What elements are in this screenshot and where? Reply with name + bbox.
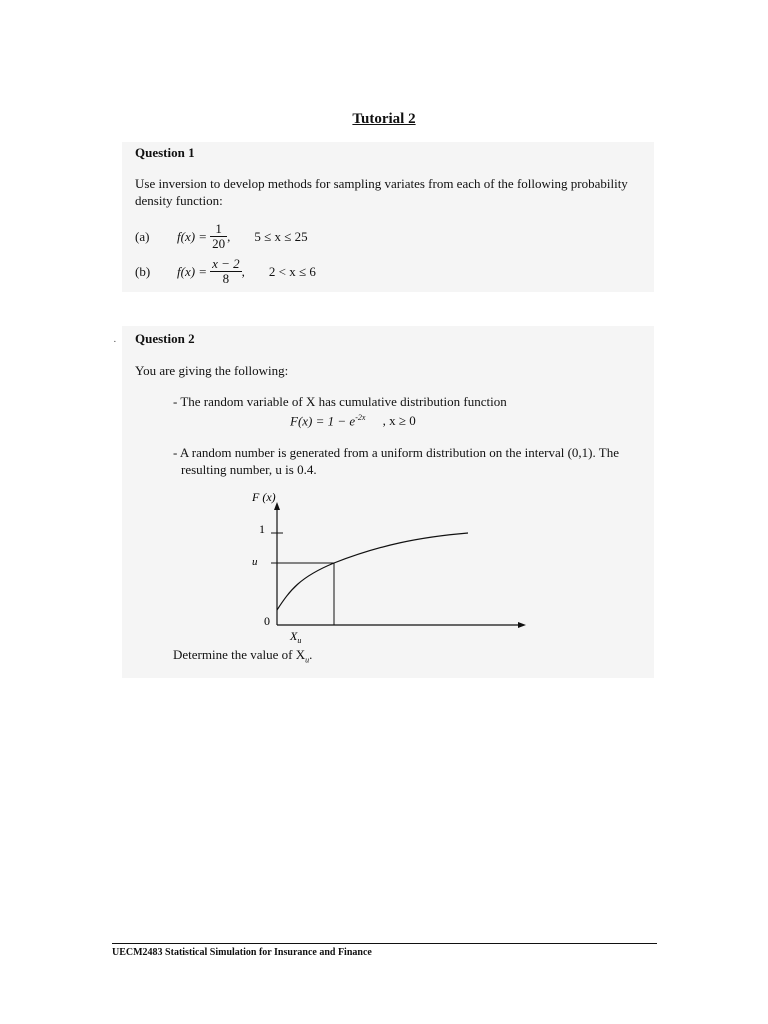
equation-a-denominator: 20 [212, 236, 226, 251]
equation-b [135, 257, 316, 286]
question-2-item1-text: - The random variable of X has cumulative distribution function [173, 394, 507, 409]
prompt-end: . [309, 647, 313, 662]
question-2-item2-line1: - A random number is generated from a uniform distribution on the interval (0,1). The [173, 445, 619, 460]
equation-a-label: (a) [135, 228, 150, 244]
question-2-item2 [173, 444, 653, 478]
question-2-cdf-formula [290, 409, 416, 429]
equation-a-domain: 5 ≤ x ≤ 25 [254, 228, 308, 244]
graph-tick-1-label: 1 [259, 522, 265, 536]
question-1-heading: Question 1 [135, 145, 195, 160]
graph-tick-u-label: u [252, 556, 258, 568]
cdf-graph [230, 485, 540, 650]
question-2-intro: You are giving the following: [135, 363, 289, 378]
equation-b-domain: 2 < x ≤ 6 [268, 263, 316, 279]
question-2-item2-line2: resulting number, u is 0.4. [181, 462, 317, 477]
equation-b-fraction [210, 257, 242, 286]
question-2-heading: Question 2 [135, 331, 195, 346]
graph-origin-label: 0 [264, 614, 270, 628]
prompt-text: Determine the value of X [173, 647, 306, 662]
graph-y-label: F (x) [252, 490, 276, 504]
question-1-intro [135, 175, 655, 209]
graph-x-arrow [518, 622, 526, 628]
cdf-formula-condition: , x ≥ 0 [382, 413, 416, 429]
question-1-intro-line2: density function: [135, 193, 223, 208]
cdf-formula-exponent: -2x [355, 413, 366, 422]
graph-x-marker [289, 629, 301, 645]
cdf-formula-body: F(x) = 1 − e [290, 413, 356, 429]
footer-text: UECM2483 Statistical Simulation for Insurance and Finance [112, 947, 372, 958]
equation-b-label: (b) [135, 263, 151, 279]
equation-a-lhs: f(x) = [177, 228, 208, 244]
question-1-intro-line1: Use inversion to develop methods for sampling variates from each of the following probability [135, 176, 628, 191]
bullet-mark: · [113, 336, 117, 348]
equation-a-fraction [210, 222, 227, 251]
equation-b-numerator: x − 2 [212, 256, 240, 271]
graph-x-marker-main: X [290, 629, 298, 643]
equation-b-comma: , [241, 263, 245, 279]
question-2-prompt [173, 646, 312, 669]
equation-a [135, 222, 308, 251]
graph-x-marker-sub: u [297, 636, 302, 645]
page-title: Tutorial 2 [352, 111, 416, 127]
prompt-subscript: u [305, 655, 310, 665]
equation-a-numerator: 1 [215, 221, 222, 236]
graph-cdf-curve [277, 533, 468, 610]
equation-b-denominator: 8 [210, 271, 242, 286]
footer-divider [112, 943, 657, 944]
equation-b-lhs: f(x) = [177, 263, 208, 279]
equation-a-comma: , [227, 228, 231, 244]
